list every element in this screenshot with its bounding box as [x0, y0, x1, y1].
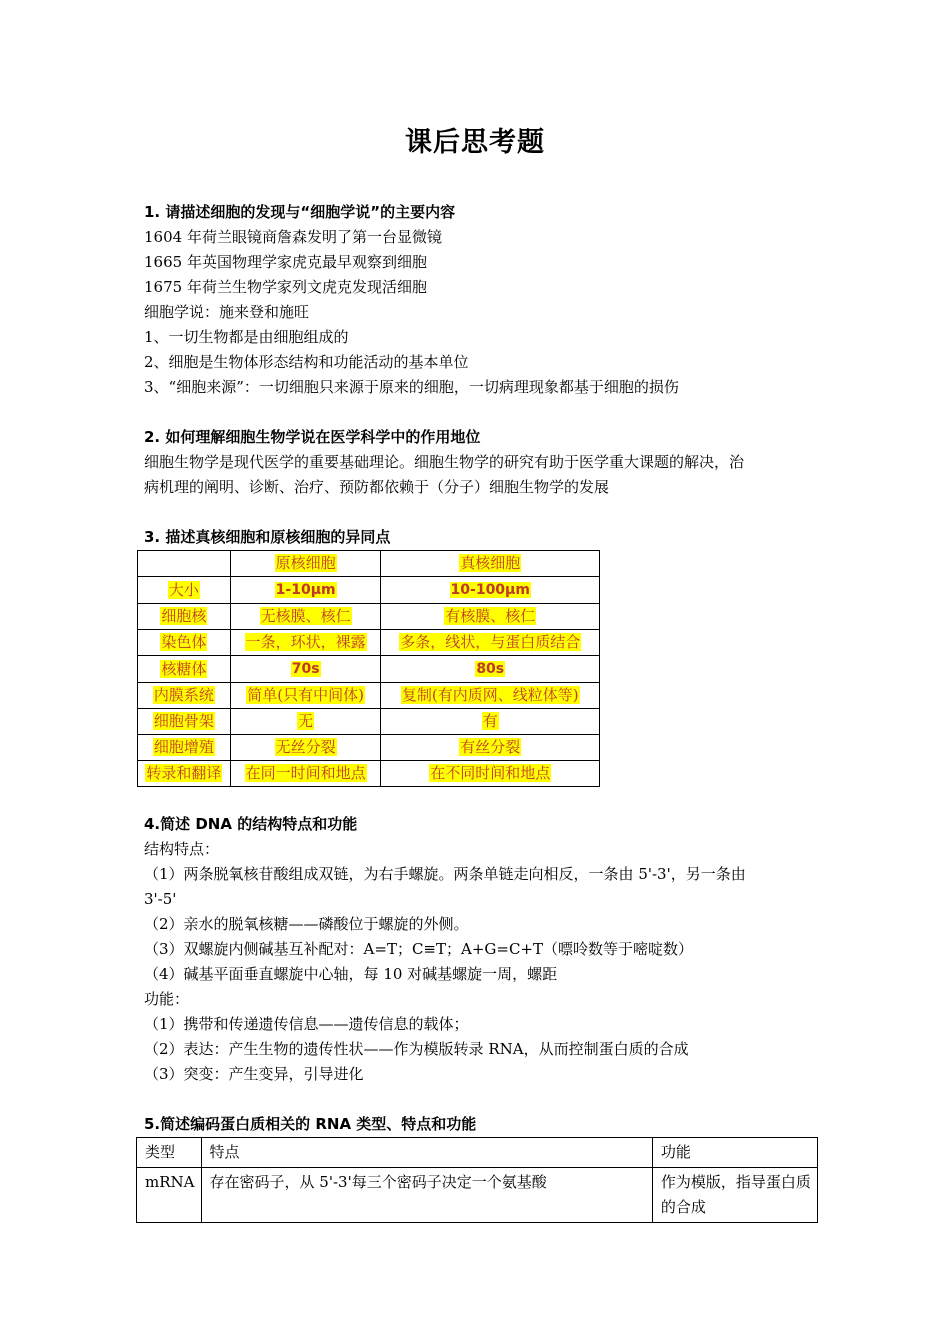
table-header-cell: 原核细胞	[230, 551, 381, 577]
table-cell: mRNA	[137, 1168, 202, 1223]
table-row	[138, 577, 600, 604]
function-label: 功能：	[144, 990, 190, 1008]
table-cell: 作为模版，指导蛋白质的合成	[652, 1168, 817, 1223]
q4-structure-line: （4）碱基平面垂直螺旋中心轴，每 10 对碱基螺旋一周，螺距	[144, 965, 558, 983]
table-row	[138, 683, 600, 709]
table-row	[138, 656, 600, 683]
table-cell: 1-10μm	[230, 577, 381, 604]
table-row	[138, 709, 600, 735]
table-cell: 细胞增殖	[138, 735, 231, 761]
table-cell: 10-100μm	[381, 577, 600, 604]
table-cell: 无核膜、核仁	[230, 604, 381, 630]
q4-function-line: （2）表达：产生生物的遗传性状——作为模版转录 RNA，从而控制蛋白质的合成	[144, 1040, 689, 1058]
table-cell: 染色体	[138, 630, 231, 656]
q1-line: 2、细胞是生物体形态结构和功能活动的基本单位	[144, 353, 469, 371]
document-body	[144, 200, 816, 1223]
table-cell: 内膜系统	[138, 683, 231, 709]
q2-line: 细胞生物学是现代医学的重要基础理论。细胞生物学的研究有助于医学重大课题的解决，治	[144, 453, 745, 471]
question-1-heading: 1. 请描述细胞的发现与“细胞学说”的主要内容	[144, 203, 456, 221]
table-header-cell: 类型	[137, 1138, 202, 1168]
q4-structure-line: （1）两条脱氧核苷酸组成双链，为右手螺旋。两条单链走向相反，一条由 5'-3'，另一条由	[144, 865, 746, 883]
table-row	[138, 604, 600, 630]
question-4-heading: 4.简述 DNA 的结构特点和功能	[144, 815, 358, 833]
table-cell: 有核膜、核仁	[381, 604, 600, 630]
table-cell: 多条，线状，与蛋白质结合	[381, 630, 600, 656]
q4-structure-line: （3）双螺旋内侧碱基互补配对：A=T；C≡T；A+G=C+T（嘌呤数等于嘧啶数）	[144, 940, 694, 958]
table-row	[138, 761, 600, 787]
table-row	[138, 735, 600, 761]
table-cell: 复制(有内质网、线粒体等)	[381, 683, 600, 709]
question-2-heading: 2. 如何理解细胞生物学说在医学科学中的作用地位	[144, 428, 481, 446]
page-title: 课后思考题	[405, 127, 545, 158]
table-cell: 在不同时间和地点	[381, 761, 600, 787]
q4-structure-line: （2）亲水的脱氧核糖——磷酸位于螺旋的外侧。	[144, 915, 469, 933]
q4-structure-line: 3'-5'	[144, 890, 177, 908]
q1-line: 1604 年荷兰眼镜商詹森发明了第一台显微镜	[144, 228, 442, 246]
table-cell: 细胞骨架	[138, 709, 231, 735]
table-header-row	[138, 551, 600, 577]
table-cell: 存在密码子，从 5'-3'每三个密码子决定一个氨基酸	[201, 1168, 652, 1223]
table-cell: 在同一时间和地点	[230, 761, 381, 787]
q1-line: 3、“细胞来源”：一切细胞只来源于原来的细胞，一切病理现象都基于细胞的损伤	[144, 378, 679, 396]
table-cell: 有	[381, 709, 600, 735]
cell-comparison-table	[137, 550, 600, 787]
table-cell: 无丝分裂	[230, 735, 381, 761]
q4-function-line: （3）突变：产生变异，引导进化	[144, 1065, 364, 1083]
q4-function-line: （1）携带和传递遗传信息——遗传信息的载体；	[144, 1015, 469, 1033]
rna-table	[136, 1137, 818, 1223]
q1-line: 1675 年荷兰生物学家列文虎克发现活细胞	[144, 278, 427, 296]
table-cell: 有丝分裂	[381, 735, 600, 761]
table-header-row	[137, 1138, 818, 1168]
table-cell: 简单(只有中间体)	[230, 683, 381, 709]
table-cell: 一条，环状，裸露	[230, 630, 381, 656]
table-cell	[138, 551, 231, 577]
question-5-heading: 5.简述编码蛋白质相关的 RNA 类型、特点和功能	[144, 1115, 477, 1133]
structure-label: 结构特点：	[144, 840, 220, 858]
table-cell: 核糖体	[138, 656, 231, 683]
table-header-cell: 真核细胞	[381, 551, 600, 577]
table-cell: 转录和翻译	[138, 761, 231, 787]
table-cell: 无	[230, 709, 381, 735]
question-3-heading: 3. 描述真核细胞和原核细胞的异同点	[144, 528, 391, 546]
q1-line: 细胞学说：施来登和施旺	[144, 303, 310, 321]
table-header-cell: 功能	[652, 1138, 817, 1168]
table-row	[137, 1168, 818, 1223]
table-cell: 80s	[381, 656, 600, 683]
q2-line: 病机理的阐明、诊断、治疗、预防都依赖于（分子）细胞生物学的发展	[144, 478, 610, 496]
table-cell: 细胞核	[138, 604, 231, 630]
q1-line: 1、一切生物都是由细胞组成的	[144, 328, 349, 346]
table-cell: 70s	[230, 656, 381, 683]
table-cell: 大小	[138, 577, 231, 604]
q1-line: 1665 年英国物理学家虎克最早观察到细胞	[144, 253, 427, 271]
table-row	[138, 630, 600, 656]
table-header-cell: 特点	[201, 1138, 652, 1168]
